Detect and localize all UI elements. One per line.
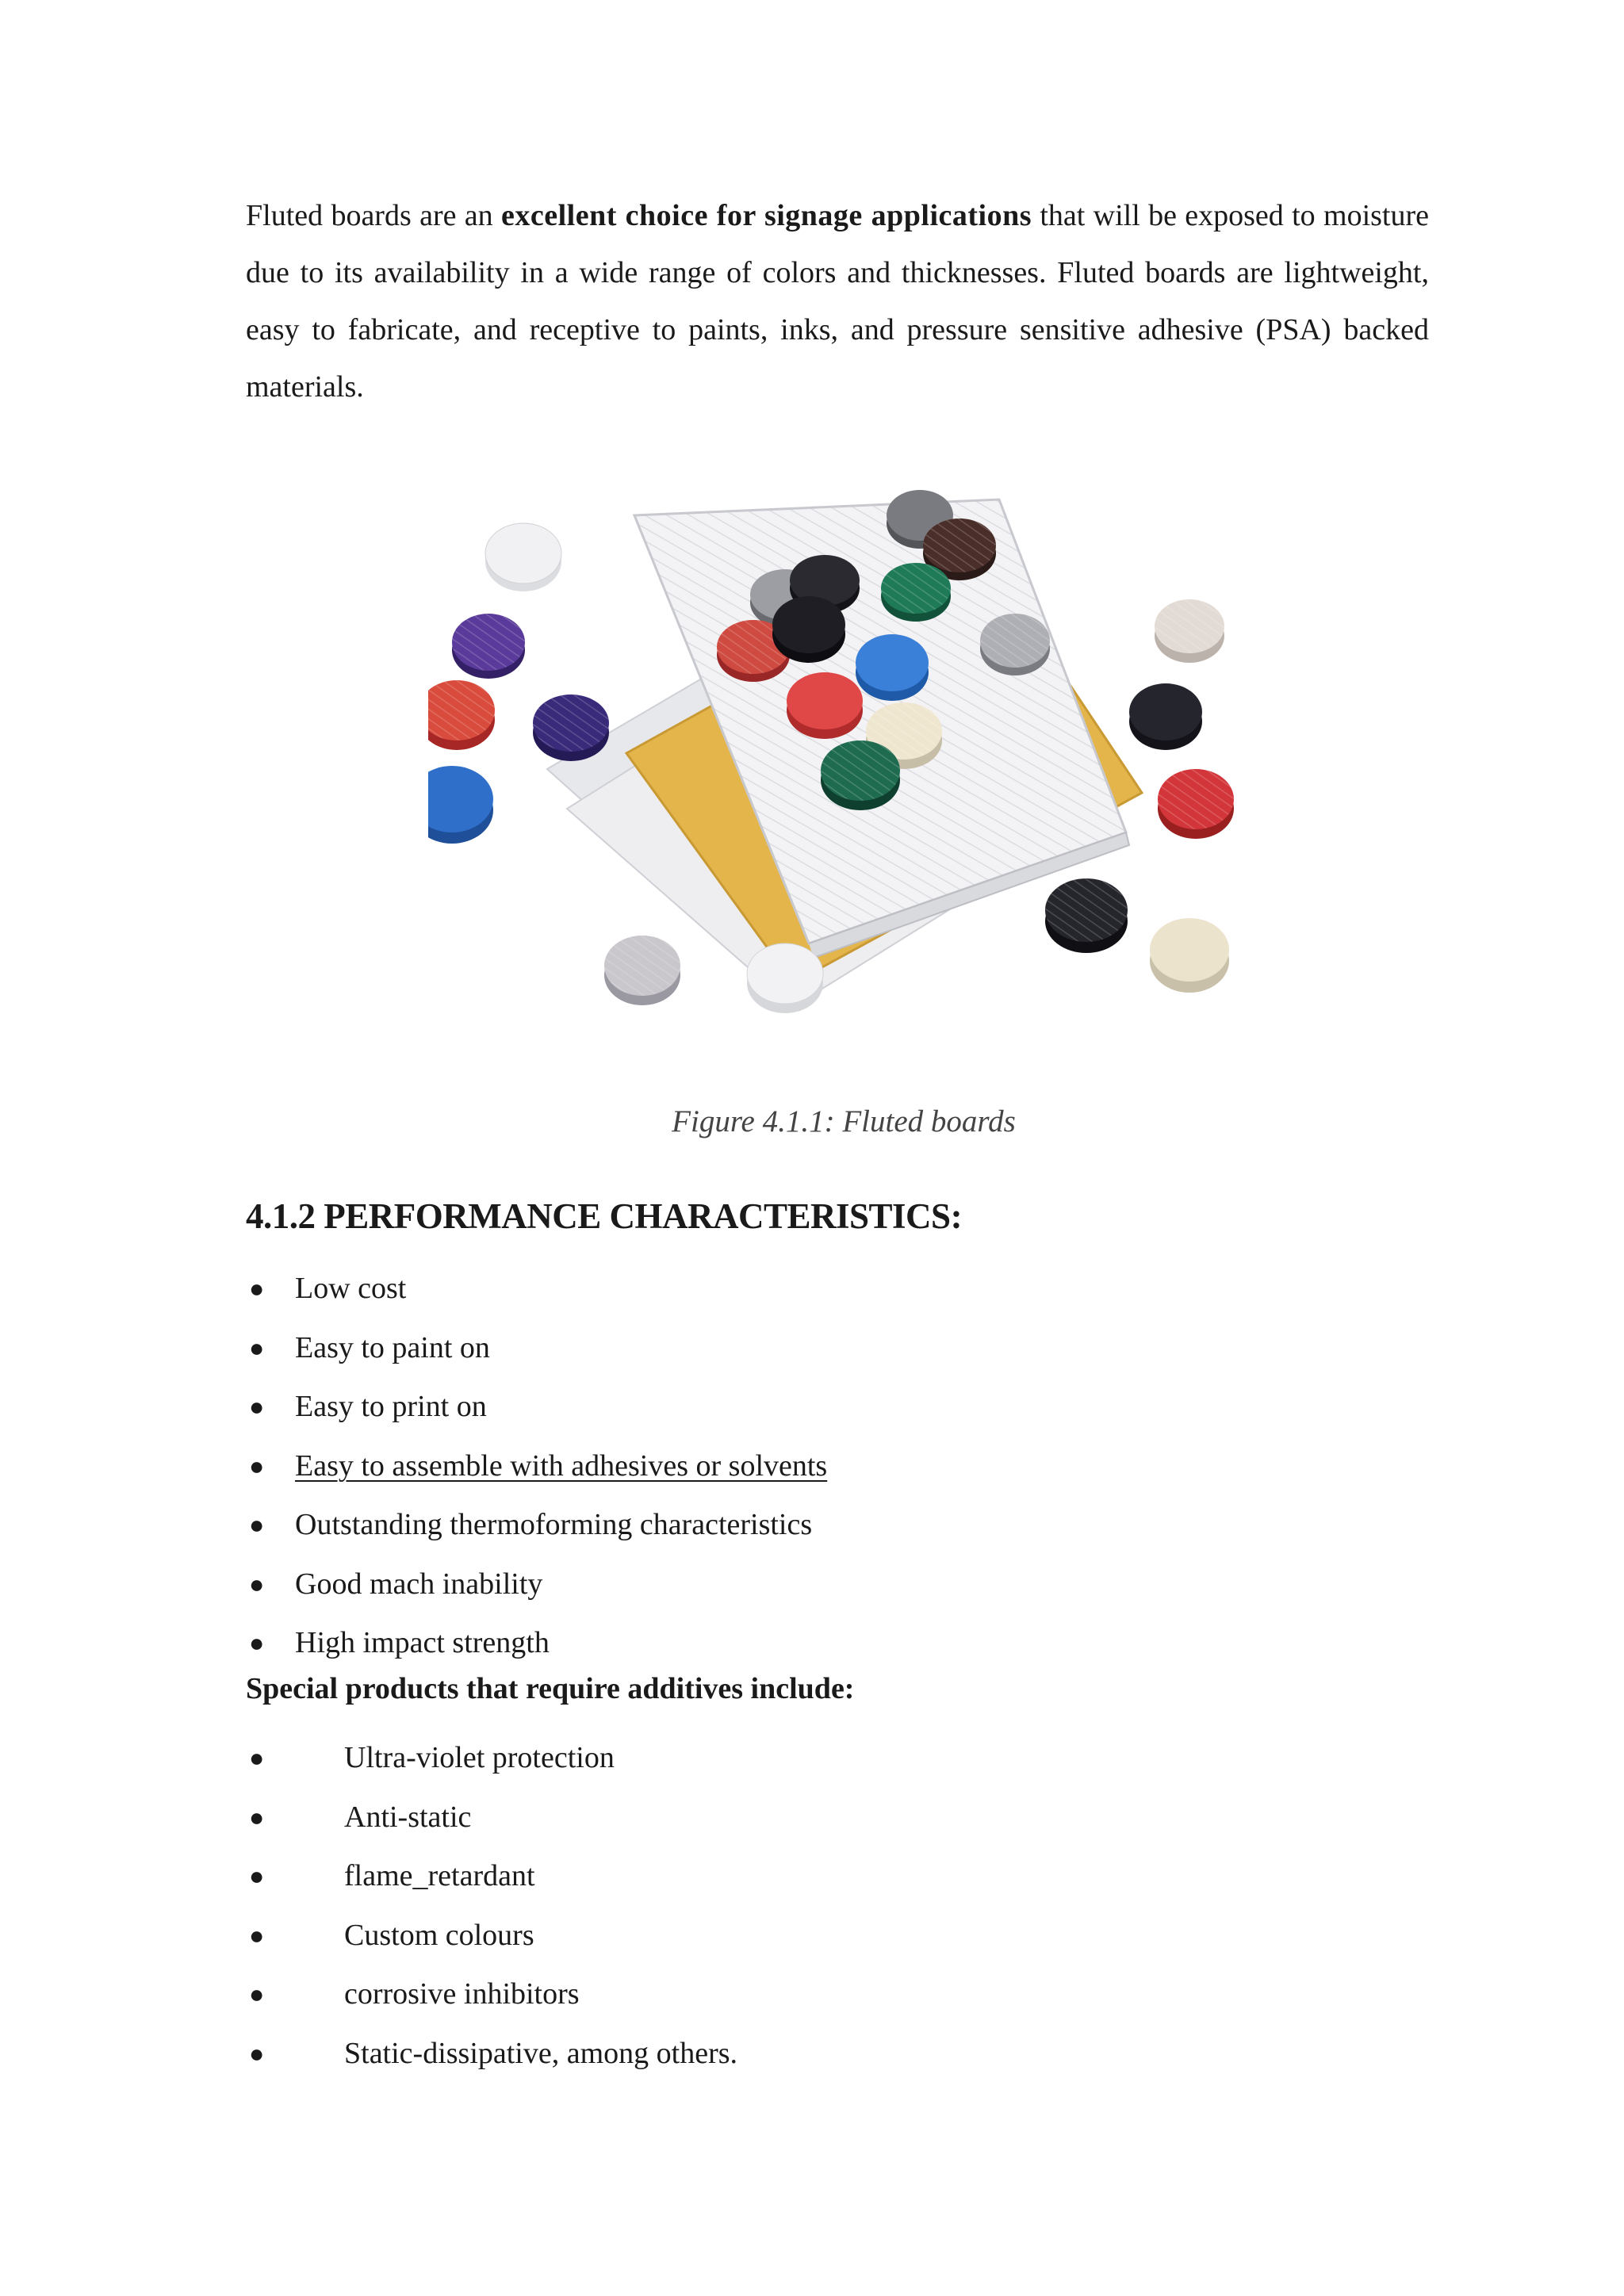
disc-red-mid2 <box>787 672 863 739</box>
bullet-icon: ● <box>249 1980 265 2008</box>
list-item: ● High impact strength <box>246 1613 1435 1673</box>
disc-green-mid <box>881 563 951 622</box>
disc-blue-left <box>428 766 493 844</box>
disc-black-right <box>1129 683 1202 750</box>
disc-white-bottom <box>747 943 823 1013</box>
special-products-heading: Special products that require additives include: <box>246 1672 855 1705</box>
bullet-icon: ● <box>249 1451 265 1480</box>
disc-cream-bottomright <box>1150 918 1229 993</box>
bullet-icon: ● <box>249 1628 265 1657</box>
special-products-list <box>246 1728 1435 2083</box>
intro-paragraph <box>246 187 1429 415</box>
disc-white-topleft <box>485 523 561 591</box>
disc-green-low <box>821 740 900 810</box>
disc-beige-right <box>1155 599 1224 663</box>
disc-red-left <box>428 680 495 750</box>
bullet-icon: ● <box>249 1569 265 1598</box>
disc-purple-1 <box>452 614 525 679</box>
disc-purple-2 <box>533 695 609 761</box>
figure-caption: Figure 4.1.1: Fluted boards <box>672 1104 1016 1138</box>
list-item: ● Anti-static <box>246 1788 1435 1847</box>
fluted-boards-photo <box>428 468 1237 1070</box>
bullet-icon: ● <box>249 1333 265 1362</box>
list-item: ● corrosive inhibitors <box>246 1965 1435 2024</box>
characteristics-list <box>246 1259 1435 1673</box>
bullet-icon: ● <box>249 1274 265 1303</box>
intro-suffix: that will be exposed to moisture due to its availability in a wide range of colors and thicknesses. Fluted boards are lightweight, easy to fabricate, and receptive to paints, inks, and pressure sensitive adhesive (PSA) backed materials. <box>246 199 1429 404</box>
disc-black-mid2 <box>772 596 845 663</box>
bullet-icon: ● <box>249 1743 265 1772</box>
list-item: ● Static-dissipative, among others. <box>246 2024 1435 2084</box>
bullet-icon: ● <box>249 1920 265 1950</box>
list-item: ● Custom colours <box>246 1906 1435 1965</box>
list-item: ● Good mach inability <box>246 1555 1435 1614</box>
disc-blue-mid <box>856 634 929 701</box>
list-item: ● Easy to print on <box>246 1377 1435 1437</box>
bullet-icon: ● <box>249 1392 265 1421</box>
bullet-icon: ● <box>249 1510 265 1539</box>
disc-red-right <box>1158 769 1234 839</box>
section-heading: 4.1.2 PERFORMANCE CHARACTERISTICS: <box>246 1196 963 1236</box>
disc-grey-bottom <box>604 936 680 1005</box>
list-item: ● Low cost <box>246 1259 1435 1318</box>
intro-prefix: Fluted boards are an <box>246 199 501 232</box>
disc-grey-right <box>980 614 1050 675</box>
bullet-icon: ● <box>249 2038 265 2068</box>
disc-black-bottomright <box>1045 878 1128 953</box>
list-item: ● Easy to paint on <box>246 1318 1435 1378</box>
bullet-icon: ● <box>249 1802 265 1831</box>
intro-emphasis: excellent choice for signage applications <box>500 199 1032 232</box>
list-item: ● flame_retardant <box>246 1846 1435 1906</box>
list-item: ● Ultra-violet protection <box>246 1728 1435 1788</box>
list-item: ● Outstanding thermoforming characteristics <box>246 1495 1435 1555</box>
bullet-icon: ● <box>249 1862 265 1890</box>
list-item: ● Easy to assemble with adhesives or solvents <box>246 1437 1435 1496</box>
